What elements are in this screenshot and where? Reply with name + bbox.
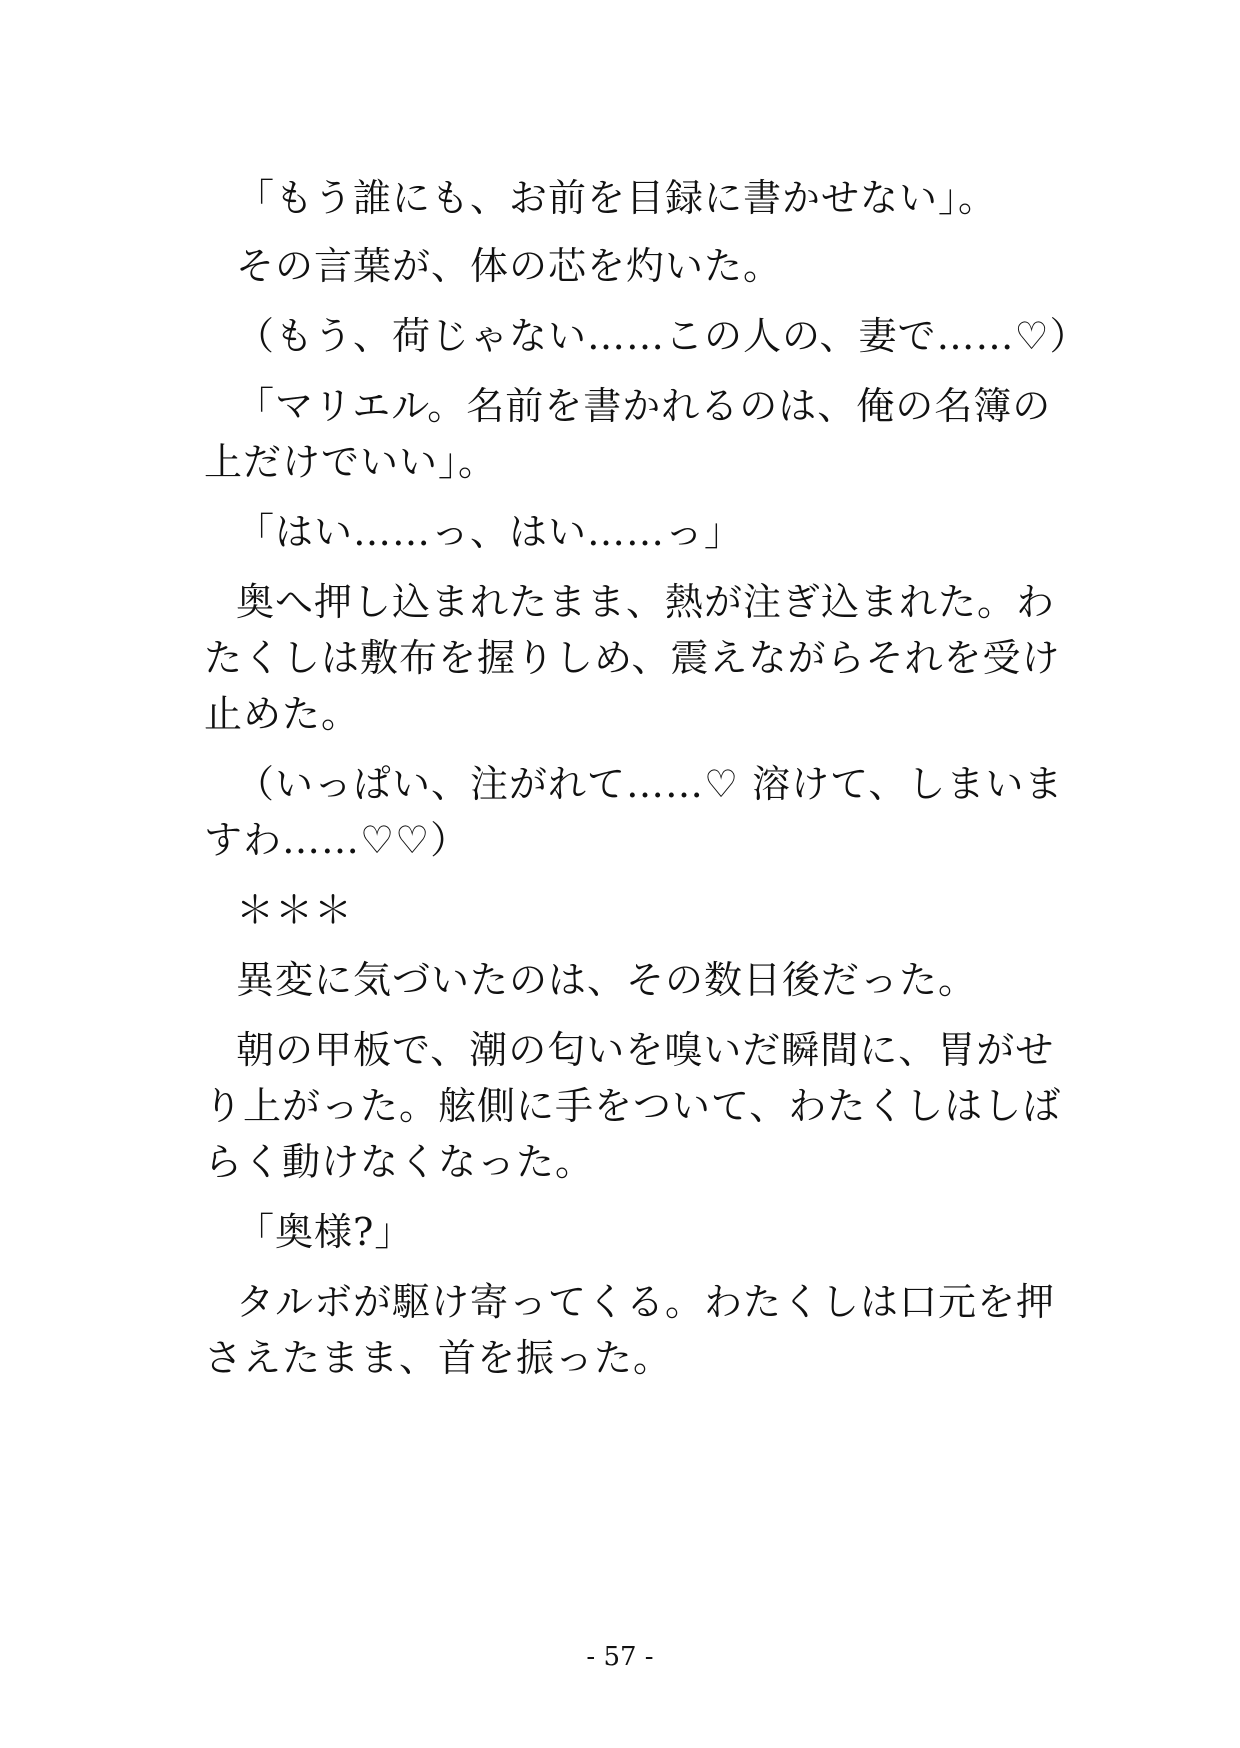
text-line: 上だけでいい」。	[204, 440, 498, 484]
text-line: 奥へ押し込まれたまま、熱が注ぎ込まれた。わ	[236, 580, 1056, 624]
text-line: 「マリエル。名前を書かれるのは、俺の名簿の	[236, 384, 1052, 428]
page-number: - 57 -	[586, 1642, 654, 1672]
text-line: さえたまま、首を振った。	[204, 1336, 673, 1380]
text-line: すわ……♡♡）	[204, 818, 470, 862]
text-line: タルボが駆け寄ってくる。わたくしは口元を押	[236, 1280, 1056, 1324]
text-line: 異変に気づいたのは、その数日後だった。	[236, 958, 978, 1002]
text-line: らく動けなくなった。	[204, 1140, 595, 1184]
text-line: たくしは敷布を握りしめ、震えながらそれを受け	[204, 636, 1061, 680]
section-break: ＊＊＊	[236, 888, 354, 932]
text-line: 止めた。	[204, 692, 361, 736]
text-line: 「もう誰にも、お前を目録に書かせない」。	[236, 176, 998, 220]
text-line: その言葉が、体の芯を灼いた。	[236, 244, 783, 288]
text-line: 朝の甲板で、潮の匂いを嗅いだ瞬間に、胃がせ	[236, 1028, 1055, 1072]
text-line: （もう、荷じゃない……この人の、妻で……♡）	[236, 314, 1089, 358]
text-line: り上がった。舷側に手をついて、わたくしはしば	[204, 1084, 1062, 1128]
text-line: （いっぱい、注がれて……♡ 溶けて、しまいま	[236, 762, 1064, 806]
text-line: 「はい……っ、はい……っ」	[236, 510, 744, 554]
text-line: 「奥様?」	[236, 1210, 414, 1254]
